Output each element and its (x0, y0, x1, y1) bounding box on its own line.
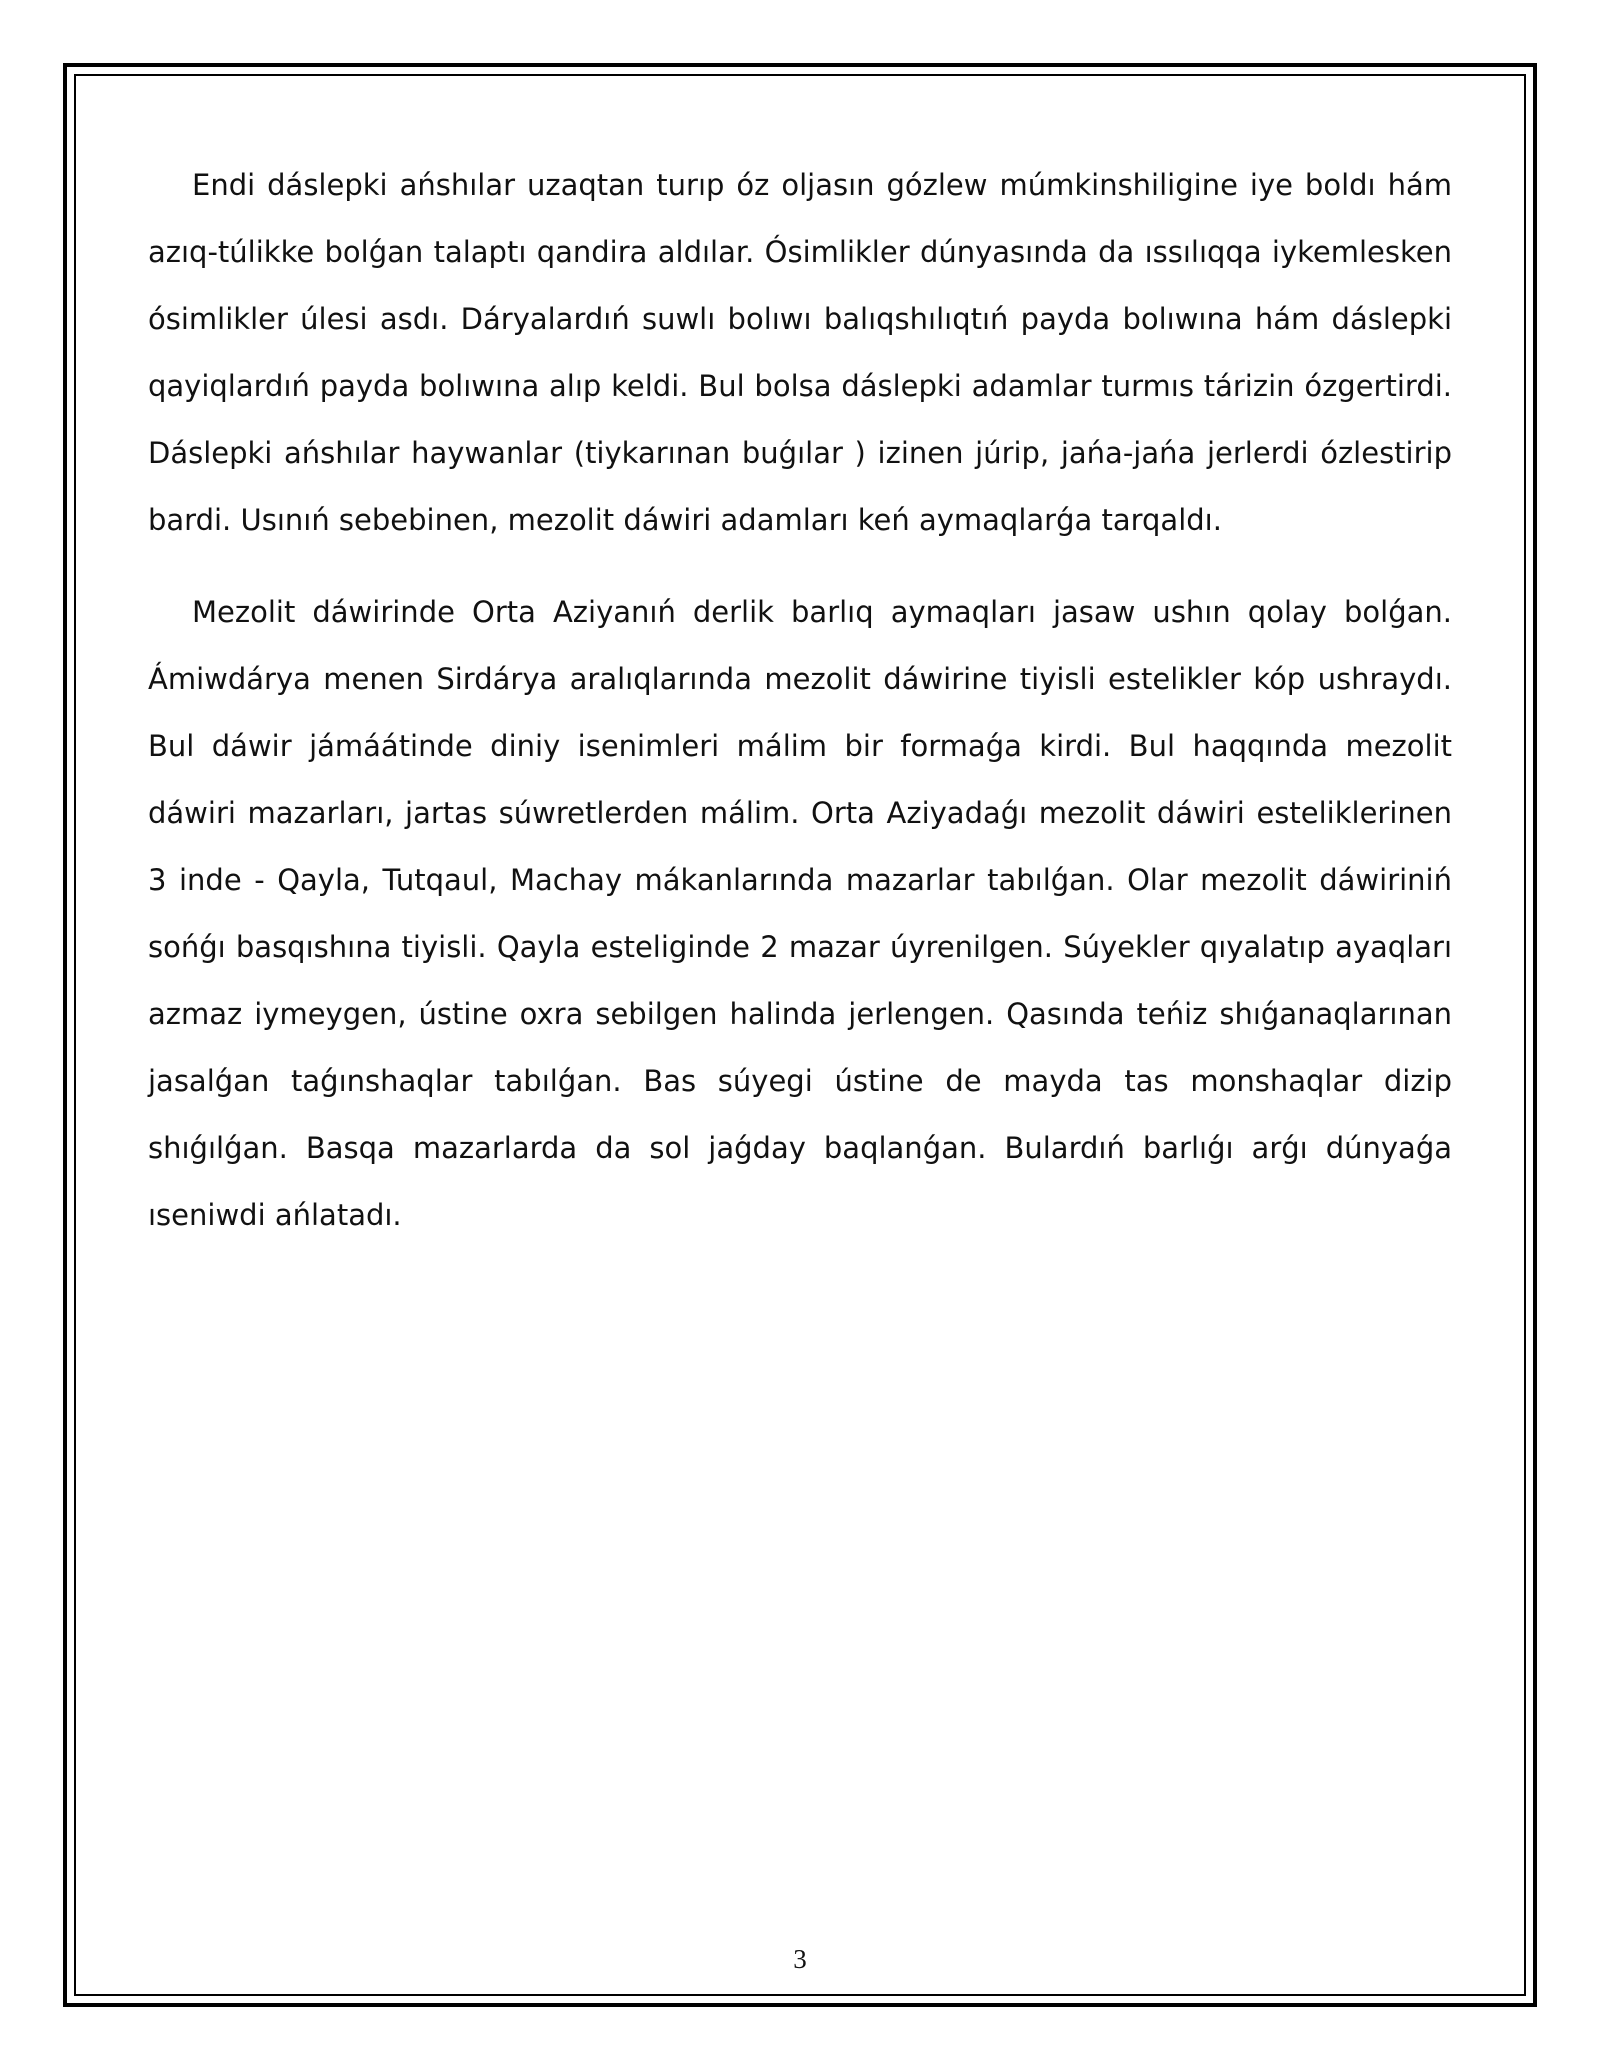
document-body (148, 152, 1452, 1249)
paragraph: Endi dáslepki ańshılar uzaqtan turıp óz oljasın gózlew múmkinshiligine iye boldı hám azıq-túlikke bolǵan talaptı qandira aldılar. Ósimlikler dúnyasında da ıssılıqqa iykemlesken ósimlikler úlesi asdı. Dáryalardıń suwlı bolıwı balıqshılıqtıń payda bolıwına hám dáslepki qayiqlardıń payda bolıwına alıp keldi. Bul bolsa dáslepki adamlar turmıs tárizin ózgertirdi. Dáslepki ańshılar haywanlar (tiykarınan buǵılar ) izinen júrip, jańa-jańa jerlerdi ózlestirip bardi. Usınıń sebebinen, mezolit dáwiri adamları keń aymaqlarǵa tarqaldı. (148, 168, 1452, 537)
paragraph: Mezolit dáwirinde Orta Aziyanıń derlik barlıq aymaqları jasaw ushın qolay bolǵan. Ámiwdárya menen Sirdárya aralıqlarında mezolit dáwirine tiyisli estelikler kóp ushraydı. Bul dáwir jámáátinde diniy isenimleri málim bir formaǵa kirdi. Bul haqqında mezolit dáwiri mazarları, jartas súwretlerden málim. Orta Aziyadaǵı mezolit dáwiri esteliklerinen 3 inde - Qayla, Tutqaul, Machay mákanlarında mazarlar tabılǵan. Olar mezolit dáwiriniń sońǵı basqıshına tiyisli. Qayla esteliginde 2 mazar úyrenilgen. Súyekler qıyalatıp ayaqları azmaz iymeygen, ústine oxra sebilgen halinda jerlengen. Qasında teńiz shıǵanaqlarınan jasalǵan taǵınshaqlar tabılǵan. Bas súyegi ústine de mayda tas monshaqlar dizip shıǵılǵan. Basqa mazarlarda da sol jaǵday baqlanǵan. Bulardıń barlıǵı arǵı dúnyaǵa ıseniwdi ańlatadı. (148, 595, 1452, 1232)
page-number: 3 (793, 1944, 807, 1974)
